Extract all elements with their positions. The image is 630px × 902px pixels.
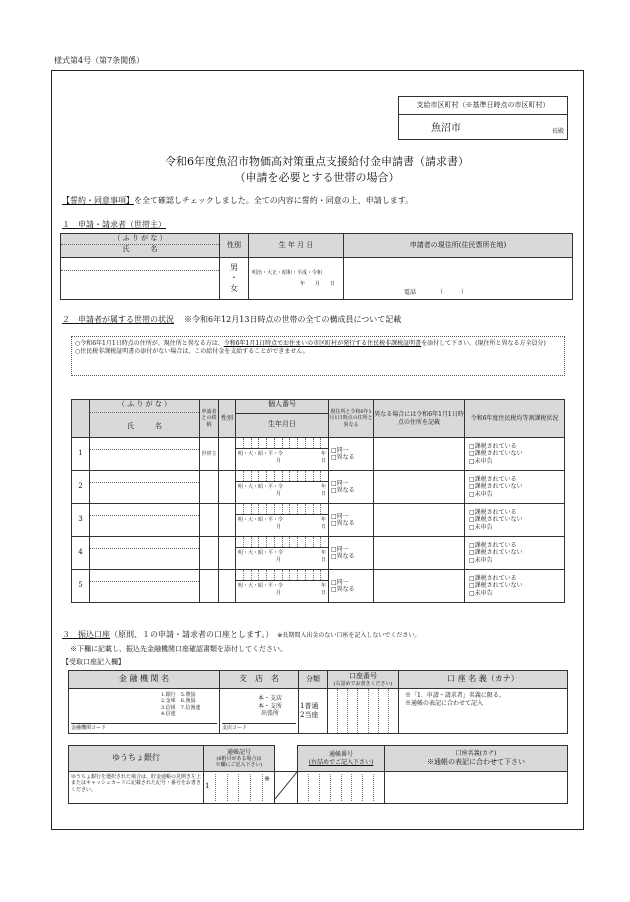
- member-sex-input[interactable]: [219, 537, 236, 570]
- holder-note1: ※「1．申請・請求者」名義に限る。: [405, 692, 505, 699]
- opt-same[interactable]: □同一: [331, 446, 349, 454]
- th-furigana: （ ふ り が な ）: [90, 400, 199, 413]
- th-sex: 性別: [219, 400, 236, 438]
- relation-input[interactable]: [200, 570, 219, 603]
- tax-status-input[interactable]: [465, 537, 565, 570]
- tax-status-input[interactable]: [465, 438, 565, 471]
- digit-cell[interactable]: [250, 774, 262, 801]
- member-eras: 明・大・昭・平・令: [238, 583, 284, 589]
- section3-note: ※長期間入出金のない口座を記入しないでください。: [277, 632, 421, 639]
- previous-address-input[interactable]: [374, 438, 465, 471]
- digit-cell[interactable]: [357, 689, 367, 733]
- member-name-input[interactable]: [90, 471, 200, 504]
- th-previous-address: 異なる場合には令和6年1月1日時点の住所を記載: [374, 400, 465, 438]
- th-yucho-holder: 口座名義(カナ): [455, 750, 497, 758]
- row-number: 4: [72, 537, 90, 570]
- digit-cell[interactable]: [362, 774, 373, 801]
- section3-note2: ※下欄に記載し、振込先金融機関口座確認書類を添付してください。: [70, 645, 287, 653]
- digit-cell[interactable]: [347, 689, 357, 733]
- member-getsu: 月: [276, 590, 282, 597]
- th-branch: 支 店 名: [220, 671, 299, 689]
- info1-c: を添付して下さい。(現住所と異なる方全員分): [421, 340, 546, 347]
- recipient-box: [398, 96, 568, 140]
- member-name-input[interactable]: [90, 570, 200, 603]
- th-bango: 通帳番号: [328, 751, 353, 758]
- relation-input[interactable]: [200, 537, 219, 570]
- recipient-city: 魚沼市: [431, 123, 461, 134]
- sex-label: 性別: [220, 234, 249, 258]
- digit-cell[interactable]: [378, 689, 388, 733]
- member-sex-input[interactable]: [219, 471, 236, 504]
- type-ordinary[interactable]: 1普通: [300, 701, 319, 710]
- member-getsu: 月: [276, 458, 282, 465]
- yucho-table: [68, 745, 568, 804]
- bank-type-item: 4.信連: [161, 710, 176, 717]
- tax-not-taxed[interactable]: □課税されていない: [469, 450, 523, 458]
- tax-not-taxed[interactable]: □課税されていない: [469, 549, 523, 557]
- opt-different[interactable]: □異なる: [331, 586, 355, 593]
- kigo-fixed-one: 1: [205, 782, 210, 790]
- form-subtitle: （申請を必要とする世帯の場合）: [234, 171, 400, 184]
- address-input[interactable]: [344, 258, 573, 300]
- dob-ymd: 年 月 日: [299, 280, 335, 287]
- branch-type-item: 本・支店: [258, 695, 283, 702]
- form-number: 様式第4号（第7条関係）: [54, 56, 145, 65]
- member-eras: 明・大・昭・平・令: [238, 550, 284, 556]
- opt-different[interactable]: □異なる: [331, 520, 355, 527]
- sex-separator: ・: [230, 273, 238, 283]
- digit-cell[interactable]: [337, 689, 347, 733]
- th-bank: 金 融 機 関 名: [69, 671, 220, 689]
- bango-grid: [298, 774, 384, 801]
- member-sex-input[interactable]: [219, 504, 236, 537]
- bank-type-list: [161, 692, 201, 717]
- recipient-header: 支給市区町村（※基準日時点の市区町村）: [399, 97, 567, 115]
- digit-cell[interactable]: [373, 774, 384, 801]
- member-name-input[interactable]: [90, 438, 200, 471]
- member-eras: 明・大・昭・平・令: [238, 451, 284, 457]
- th-tax-status: 令和6年度住民税均等割課税状況: [465, 400, 565, 438]
- row-number: 2: [72, 471, 90, 504]
- section2-info: [71, 336, 565, 376]
- tax-not-taxed[interactable]: □課税されていない: [469, 483, 523, 491]
- tax-not-taxed[interactable]: □課税されていない: [469, 582, 523, 590]
- household-row: [72, 570, 565, 603]
- section1-heading: １ 申請・請求者（世帯主）: [62, 220, 166, 229]
- relation-self: 世帯主: [201, 450, 217, 457]
- opt-same[interactable]: □同一: [331, 545, 349, 553]
- member-nichi: 日: [320, 458, 326, 465]
- digit-cell[interactable]: [227, 774, 239, 801]
- digit-cell[interactable]: [341, 774, 352, 801]
- member-sex-input[interactable]: [219, 438, 236, 471]
- th-mynumber: 個人番号: [236, 400, 328, 414]
- type-input[interactable]: [299, 689, 328, 734]
- th-name: 氏 名: [127, 422, 162, 430]
- previous-address-input[interactable]: [374, 471, 465, 504]
- tax-not-filed[interactable]: □未申告: [469, 556, 493, 564]
- female-option[interactable]: 女: [230, 283, 238, 293]
- digit-cell[interactable]: [351, 774, 362, 801]
- th-bango-sub: (右詰めでご記入下さい): [308, 758, 374, 766]
- tax-status-input[interactable]: [465, 504, 565, 537]
- member-nen: 年: [320, 451, 326, 457]
- th-kigo-sub2: ※欄にご記入下さい): [215, 762, 263, 769]
- th-account-sub: (右詰めでお書きください): [333, 680, 393, 687]
- kigo-grid: [204, 774, 274, 801]
- tax-not-taxed[interactable]: □課税されていない: [469, 516, 523, 524]
- digit-cell[interactable]: [330, 774, 341, 801]
- era-options: 明治・大正・昭和・平成・令和: [252, 270, 323, 277]
- digit-cell[interactable]: [319, 774, 330, 801]
- tax-taxed[interactable]: □課税されている: [469, 475, 517, 483]
- th-yucho: ゆうちょ銀行: [69, 746, 204, 772]
- th-dob: 生年月日: [268, 420, 296, 428]
- member-nen: 年: [320, 583, 326, 589]
- member-sex-input[interactable]: [219, 570, 236, 603]
- member-name-input[interactable]: [90, 504, 200, 537]
- member-mynumber-dob[interactable]: [236, 537, 329, 570]
- member-nichi: 日: [320, 557, 326, 564]
- th-same-address: 現住所と令和6年1月1日時点の住所と異なる: [329, 400, 374, 438]
- opt-same[interactable]: □同一: [331, 479, 349, 487]
- branch-type-item: 出張所: [261, 710, 280, 717]
- member-nichi: 日: [320, 491, 326, 498]
- household-table: [71, 399, 565, 603]
- section3-sub: （原則、１の申請・請求者の口座とします。）: [110, 630, 274, 639]
- sex-input[interactable]: [220, 258, 249, 300]
- type-current[interactable]: 2当座: [300, 711, 319, 719]
- same-address-input[interactable]: [329, 570, 374, 603]
- member-mynumber-dob[interactable]: [236, 504, 329, 537]
- name-label: 氏 名: [122, 245, 158, 253]
- previous-address-input[interactable]: [374, 537, 465, 570]
- same-address-input[interactable]: [329, 504, 374, 537]
- section2-heading: ２ 申請者が属する世帯の状況: [62, 315, 174, 324]
- member-getsu: 月: [276, 557, 282, 564]
- relation-input[interactable]: [200, 438, 219, 471]
- th-yucho-holder-note: ※通帳の表記に合わせて下さい: [427, 757, 525, 766]
- tax-taxed[interactable]: □課税されている: [469, 574, 517, 582]
- branch-type-item: 本・支所: [258, 702, 283, 710]
- digit-cell[interactable]: [238, 774, 250, 801]
- furigana-label: （ ふ り が な ）: [61, 234, 219, 245]
- phone-label: 電話 （ ）: [404, 288, 468, 296]
- tax-status-input[interactable]: [465, 570, 565, 603]
- tax-taxed[interactable]: □課税されている: [469, 541, 517, 549]
- pledge-line: [62, 196, 572, 206]
- bank-code-label: 金融機関コード: [71, 723, 217, 731]
- branch-input[interactable]: [220, 689, 299, 734]
- member-getsu: 月: [276, 491, 282, 498]
- member-eras: 明・大・昭・平・令: [238, 517, 284, 523]
- tax-taxed[interactable]: □課税されている: [469, 508, 517, 516]
- digit-cell[interactable]: [368, 689, 378, 733]
- tax-not-filed[interactable]: □未申告: [469, 589, 493, 597]
- member-nen: 年: [320, 517, 326, 523]
- tax-not-filed[interactable]: □未申告: [469, 523, 493, 531]
- dob-input[interactable]: [249, 258, 344, 300]
- name-input[interactable]: [61, 271, 219, 299]
- bank-type-item: 1.銀行 5.農協: [161, 692, 196, 698]
- same-address-input[interactable]: [329, 471, 374, 504]
- member-nichi: 日: [320, 590, 326, 597]
- digit-cell[interactable]: [328, 689, 337, 733]
- member-nichi: 日: [320, 524, 326, 531]
- tax-taxed[interactable]: □課税されている: [469, 442, 517, 450]
- opt-different[interactable]: □異なる: [331, 553, 355, 560]
- yucho-slash: [275, 772, 298, 804]
- digit-cell[interactable]: [262, 774, 274, 801]
- same-address-input[interactable]: [329, 537, 374, 570]
- section2-heading-line: [62, 315, 401, 325]
- furigana-input[interactable]: [61, 258, 219, 271]
- digit-cell[interactable]: [204, 774, 215, 801]
- bango-input[interactable]: [298, 772, 385, 804]
- section3-heading-line: [62, 630, 577, 640]
- th-holder: 口 座 名 義（カナ）: [399, 671, 568, 689]
- info1-a: ○令和6年1月1日時点の住所が、現住所と異なる方は、: [75, 340, 224, 347]
- th-kigo: 通帳記号: [226, 748, 251, 756]
- bank-type-item: 3.信組 7.信漁連: [161, 704, 201, 711]
- th-relation: 申請者との続柄: [200, 400, 219, 438]
- recipient-suffix: 長殿: [551, 128, 564, 135]
- tax-not-filed[interactable]: □未申告: [469, 490, 493, 498]
- address-label: 申請者の現住所(住民票所在地): [344, 234, 573, 258]
- same-address-input[interactable]: [329, 438, 374, 471]
- yucho-gap: [275, 746, 298, 772]
- opt-different[interactable]: □異なる: [331, 454, 355, 461]
- th-type: 分類: [299, 671, 328, 689]
- pledge-bracket: 【誓約・同意事項】: [62, 196, 134, 205]
- section3-heading: ３ 振込口座: [62, 630, 110, 639]
- kigo-kome: ※: [264, 775, 271, 783]
- bank-table: [68, 670, 568, 734]
- digit-cell[interactable]: [298, 774, 308, 801]
- account-digit-grid: [328, 689, 398, 733]
- form-title: 令和6年度魚沼市物価高対策重点支援給付金申請書（請求書）: [165, 155, 469, 168]
- member-mynumber-dob[interactable]: [236, 438, 329, 471]
- opt-same[interactable]: □同一: [331, 512, 349, 520]
- household-row: [72, 471, 565, 504]
- household-row: [72, 504, 565, 537]
- section2-note: ※令和6年12月13日時点の世帯の全ての構成員について記載: [184, 315, 402, 324]
- opt-different[interactable]: □異なる: [331, 487, 355, 494]
- bank-type-item: 2.金庫 6.漁協: [161, 698, 196, 705]
- digit-cell[interactable]: [388, 689, 398, 733]
- th-account-no: 口座番号: [349, 671, 377, 680]
- member-eras: 明・大・昭・平・令: [238, 484, 284, 490]
- household-row: [72, 537, 565, 570]
- digit-cell[interactable]: [215, 774, 227, 801]
- holder-input[interactable]: [399, 689, 568, 734]
- opt-same[interactable]: □同一: [331, 578, 349, 586]
- pledge-text: を全て確認しチェックしました。全ての内容に誓約・同意の上、申請します。: [134, 196, 414, 205]
- tax-not-filed[interactable]: □未申告: [469, 457, 493, 465]
- previous-address-input[interactable]: [374, 504, 465, 537]
- account-bracket: 【受取口座記入欄】: [62, 658, 125, 666]
- dob-label: 生 年 月 日: [249, 234, 344, 258]
- member-name-input[interactable]: [90, 537, 200, 570]
- row-number: 1: [72, 438, 90, 471]
- info1-b: 令和6年1月1日時点でお住まいの市区町村が発行する住民税非課税証明書: [223, 340, 422, 347]
- account-no-input[interactable]: [328, 689, 399, 734]
- yucho-note: ゆうちょ銀行を選択された場合は、貯金通帳の見開き左上またはキャッシュカードに記載された記号・番号をお書きください。: [69, 772, 204, 804]
- digit-cell[interactable]: [308, 774, 319, 801]
- relation-input[interactable]: [200, 471, 219, 504]
- bank-input[interactable]: [69, 689, 220, 734]
- th-kigo-sub1: (6桁目がある場合は: [216, 756, 262, 762]
- male-option[interactable]: 男: [230, 262, 238, 272]
- previous-address-input[interactable]: [374, 570, 465, 603]
- holder-note2: ※通帳の表記に合わせて記入: [405, 699, 484, 707]
- household-row: [72, 438, 565, 471]
- member-mynumber-dob[interactable]: [236, 570, 329, 603]
- applicant-table: [60, 233, 573, 300]
- yucho-holder-input[interactable]: [385, 772, 568, 804]
- member-mynumber-dob[interactable]: [236, 471, 329, 504]
- row-number: 5: [72, 570, 90, 603]
- row-number: 3: [72, 504, 90, 537]
- tax-status-input[interactable]: [465, 471, 565, 504]
- member-nen: 年: [320, 550, 326, 556]
- branch-code-label: 支店コード: [222, 723, 296, 731]
- slash-mark: [275, 772, 297, 799]
- kigo-input[interactable]: [204, 772, 275, 804]
- row-no-header: [72, 400, 90, 438]
- member-nen: 年: [320, 484, 326, 490]
- member-getsu: 月: [276, 524, 282, 531]
- info2: ○住民税非課税証明書の添付がない場合は、この給付金を支給することができません。: [75, 347, 309, 355]
- branch-type-list: [258, 695, 282, 718]
- relation-input[interactable]: [200, 504, 219, 537]
